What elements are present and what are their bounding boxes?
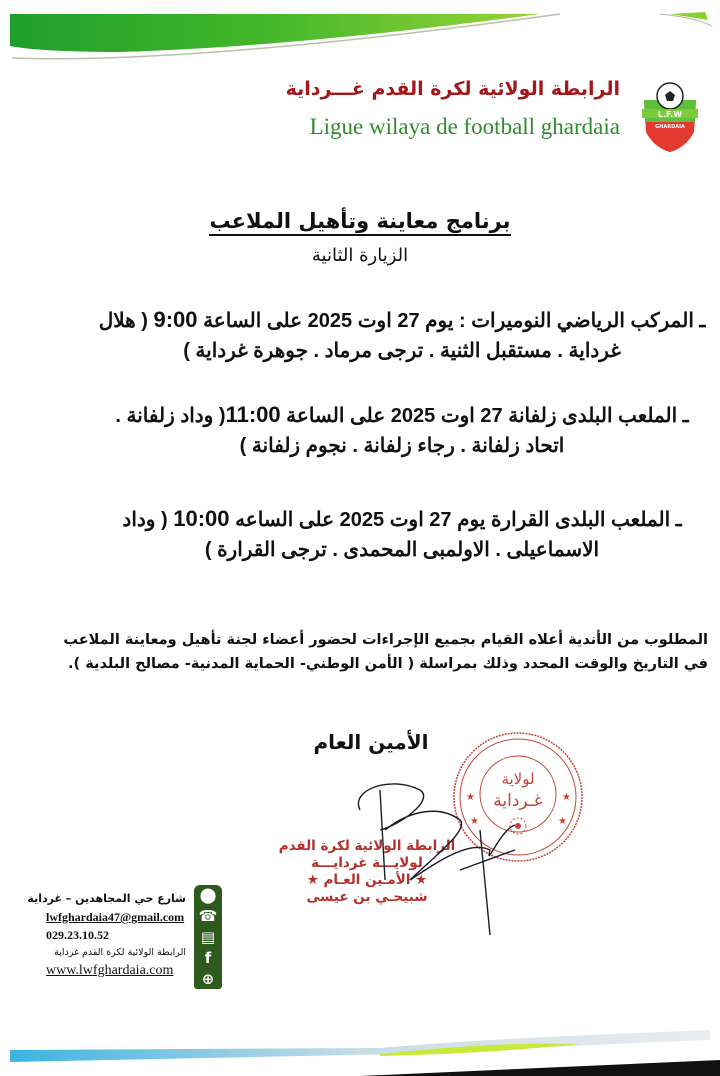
website-link[interactable]: www.lwfghardaia.com [46,963,174,978]
league-name-footer: الرابطة الولائية لكرة القدم غرداية [54,947,186,958]
top-decorative-swoosh [0,0,720,70]
document-title: برنامج معاينة وتأهيل الملاعب [0,206,720,236]
svg-text:★: ★ [562,792,571,803]
email-link[interactable]: lwfghardaia47@gmail.com [46,910,185,924]
schedule-time: 10:00 [173,506,230,531]
location-icon: ⬤ [199,886,217,905]
bottom-decorative-band [0,1020,720,1076]
contact-block [27,890,186,980]
football-shield-logo-icon [638,82,702,154]
svg-text:★: ★ [466,792,475,803]
svg-text:GHARDAIA: GHARDAIA [655,124,685,130]
fax-icon: ▤ [200,927,216,946]
phone-number: 029.23.10.52 [46,928,109,942]
address: شارع حي المجاهدين – غرداية [27,892,186,905]
web-icon[interactable]: ⊕ [201,969,215,988]
svg-text:لولاية: لولاية [501,770,535,788]
svg-text:L.F.W: L.F.W [657,110,683,119]
schedule-time: 9:00 [153,307,198,332]
svg-text:★: ★ [558,816,567,827]
schedule-item: ـ الملعب البلدى القرارة يوم 27 اوت 2025 على الساعه 10:00 ( وداد الاسماعيلى . الاولمبى المحمدى . ترجى القرارة ) [122,506,682,561]
instructions-paragraph: المطلوب من الأندية أعلاه القيام بجميع الإجراءات لحضور أعضاء لجنة تأهيل ومعاينة الملاعب في التاريخ والوقت المحدد وذلك بمراسلة ( الأمن الوطني- الحماية المدنية- مصالح البلدية ). [63,632,708,672]
secretary-general-label: الأمين العام [313,730,429,754]
schedule-time: 11:00 [225,402,281,427]
phone-icon: ☎ [198,907,218,926]
schedule-item: ـ المركب الرياضي النوميرات : يوم 27 اوت 2025 على الساعة 9:00 ( هلال غرداية . مستقبل الثنية . ترجى مرماد . جوهرة غرداية ) [98,307,706,362]
svg-text:غـرداية: غـرداية [493,791,543,811]
letterhead [282,70,702,170]
league-name-french: Ligue wilaya de football ghardaia [309,114,620,139]
contact-icons-strip [194,885,222,989]
signatory-stamp: الرابطة الولائية لكرة القدم لولايـــة غردايـــة ★ الأمـين العـام ★ شبيحـي بن عيسى [278,838,456,905]
document-subtitle: الزيارة الثانية [311,245,409,266]
facebook-icon[interactable]: f [204,948,212,967]
svg-text:★: ★ [470,816,479,827]
league-name-arabic: الرابطة الولائية لكرة القدم غـــرداية [285,78,620,100]
schedule-item: ـ الملعب البلدى زلفانة 27 اوت 2025 على الساعة 11:00( وداد زلفانة . اتحاد زلفانة . رجاء زلفانة . نجوم زلفانة ) [115,402,689,457]
handwritten-signature [340,770,520,940]
